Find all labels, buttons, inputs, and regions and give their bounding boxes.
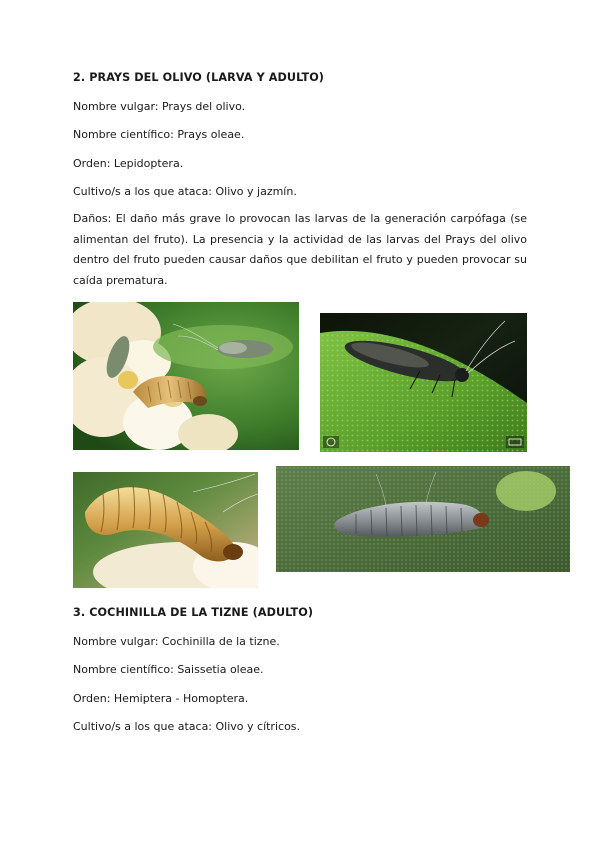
section-3-heading: 3. COCHINILLA DE LA TIZNE (ADULTO)	[73, 606, 314, 619]
section-2-order: Orden: Lepidoptera.	[73, 157, 184, 170]
photo-prays-larva-on-leaf	[276, 466, 570, 572]
section-2-scientific-name: Nombre científico: Prays oleae.	[73, 128, 245, 141]
section-3-scientific-name: Nombre científico: Saissetia oleae.	[73, 663, 264, 676]
section-2-common-name: Nombre vulgar: Prays del olivo.	[73, 100, 246, 113]
section-2-damage: Daños: El daño más grave lo provocan las larvas de la generación carpófaga (se alimentan del fruto). La presencia y la actividad de las larvas del Prays del olivo dentro del fruto pueden causar daños que debilitan el fruto y pueden provocar su caída prematura.	[73, 212, 527, 287]
section-2-heading: 2. PRAYS DEL OLIVO (LARVA Y ADULTO)	[73, 71, 325, 84]
section-2-crops: Cultivo/s a los que ataca: Olivo y jazmín.	[73, 185, 297, 198]
photo-prays-adult-moth-on-leaf	[320, 313, 527, 452]
photo-prays-larva-closeup	[73, 472, 258, 588]
section-3-crops: Cultivo/s a los que ataca: Olivo y cítricos.	[73, 720, 301, 733]
section-3-order: Orden: Hemiptera - Homoptera.	[73, 692, 249, 705]
photo-prays-larva-adult-on-flowers	[73, 302, 299, 450]
section-3-common-name: Nombre vulgar: Cochinilla de la tizne.	[73, 635, 280, 648]
